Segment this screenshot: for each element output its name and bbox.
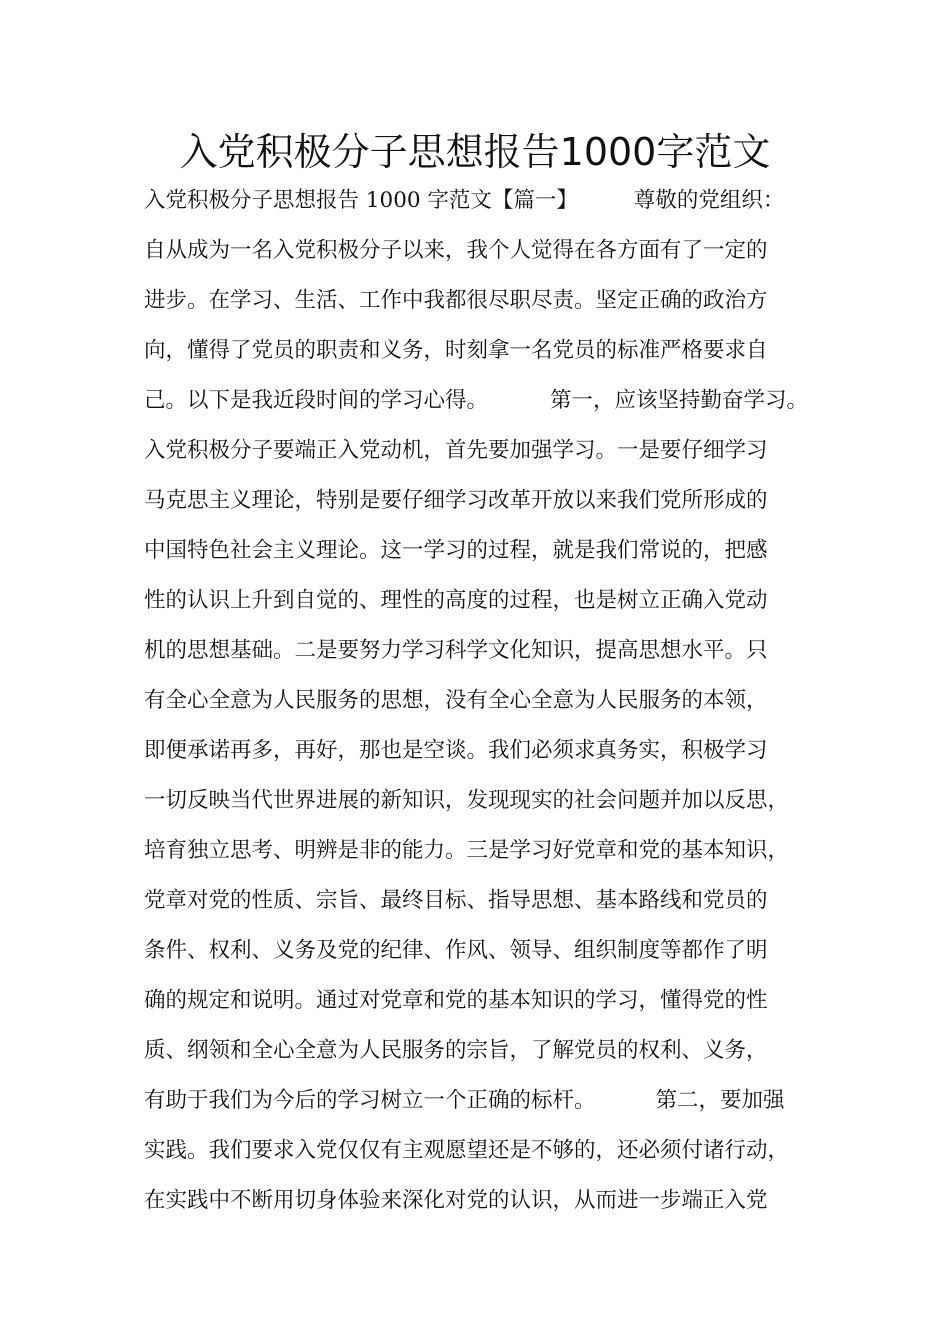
text-line: 自从成为一名入党积极分子以来，我个人觉得在各方面有了一定的 <box>144 238 768 263</box>
text-line: 实践。我们要求入党仅仅有主观愿望还是不够的，还必须付诸行动， <box>144 1138 790 1163</box>
text-line <box>144 181 834 231</box>
text-line <box>144 1081 834 1131</box>
text-line: 培育独立思考、明辨是非的能力。三是学习好党章和党的基本知识， <box>144 838 790 863</box>
text-line: 向，懂得了党员的职责和义务，时刻拿一名党员的标准严格要求自 <box>144 338 768 363</box>
text-segment: 入党积极分子思想报告 1000 字范文【篇一】 <box>144 188 578 213</box>
text-line: 即便承诺再多，再好，那也是空谈。我们必须求真务实，积极学习 <box>144 738 768 763</box>
text-line: 机的思想基础。二是要努力学习科学文化知识，提高思想水平。只 <box>144 638 768 663</box>
text-line: 在实践中不断用切身体验来深化对党的认识，从而进一步端正入党 <box>144 1188 768 1213</box>
text-line: 中国特色社会主义理论。这一学习的过程，就是我们常说的，把感 <box>144 538 768 563</box>
text-line: 性的认识上升到自觉的、理性的高度的过程，也是树立正确入党动 <box>144 588 768 613</box>
text-line: 有全心全意为人民服务的思想，没有全心全意为人民服务的本领， <box>144 688 768 713</box>
text-segment: 有助于我们为今后的学习树立一个正确的标杆。 <box>144 1088 596 1113</box>
text-line: 质、纲领和全心全意为人民服务的宗旨，了解党员的权利、义务， <box>144 1038 768 1063</box>
text-segment: 第二，要加强 <box>655 1088 785 1113</box>
text-line: 马克思主义理论，特别是要仔细学习改革开放以来我们党所形成的 <box>144 488 768 513</box>
text-line: 进步。在学习、生活、工作中我都很尽职尽责。坚定正确的政治方 <box>144 288 768 313</box>
text-line <box>144 381 834 431</box>
document-body <box>144 181 834 1231</box>
text-segment: 尊敬的党组织： <box>633 188 785 213</box>
text-segment: 第一，应该坚持勤奋学习。 <box>550 388 809 413</box>
text-line: 确的规定和说明。通过对党章和党的基本知识的学习，懂得党的性 <box>144 988 768 1013</box>
text-line: 一切反映当代世界进展的新知识，发现现实的社会问题并加以反思， <box>144 788 790 813</box>
text-line: 党章对党的性质、宗旨、最终目标、指导思想、基本路线和党员的 <box>144 888 768 913</box>
text-line: 条件、权利、义务及党的纪律、作风、领导、组织制度等都作了明 <box>144 938 768 963</box>
text-line: 入党积极分子要端正入党动机，首先要加强学习。一是要仔细学习 <box>144 438 768 463</box>
document-title: 入党积极分子思想报告1000字范文 <box>179 130 771 174</box>
text-segment: 己。以下是我近段时间的学习心得。 <box>144 388 489 413</box>
